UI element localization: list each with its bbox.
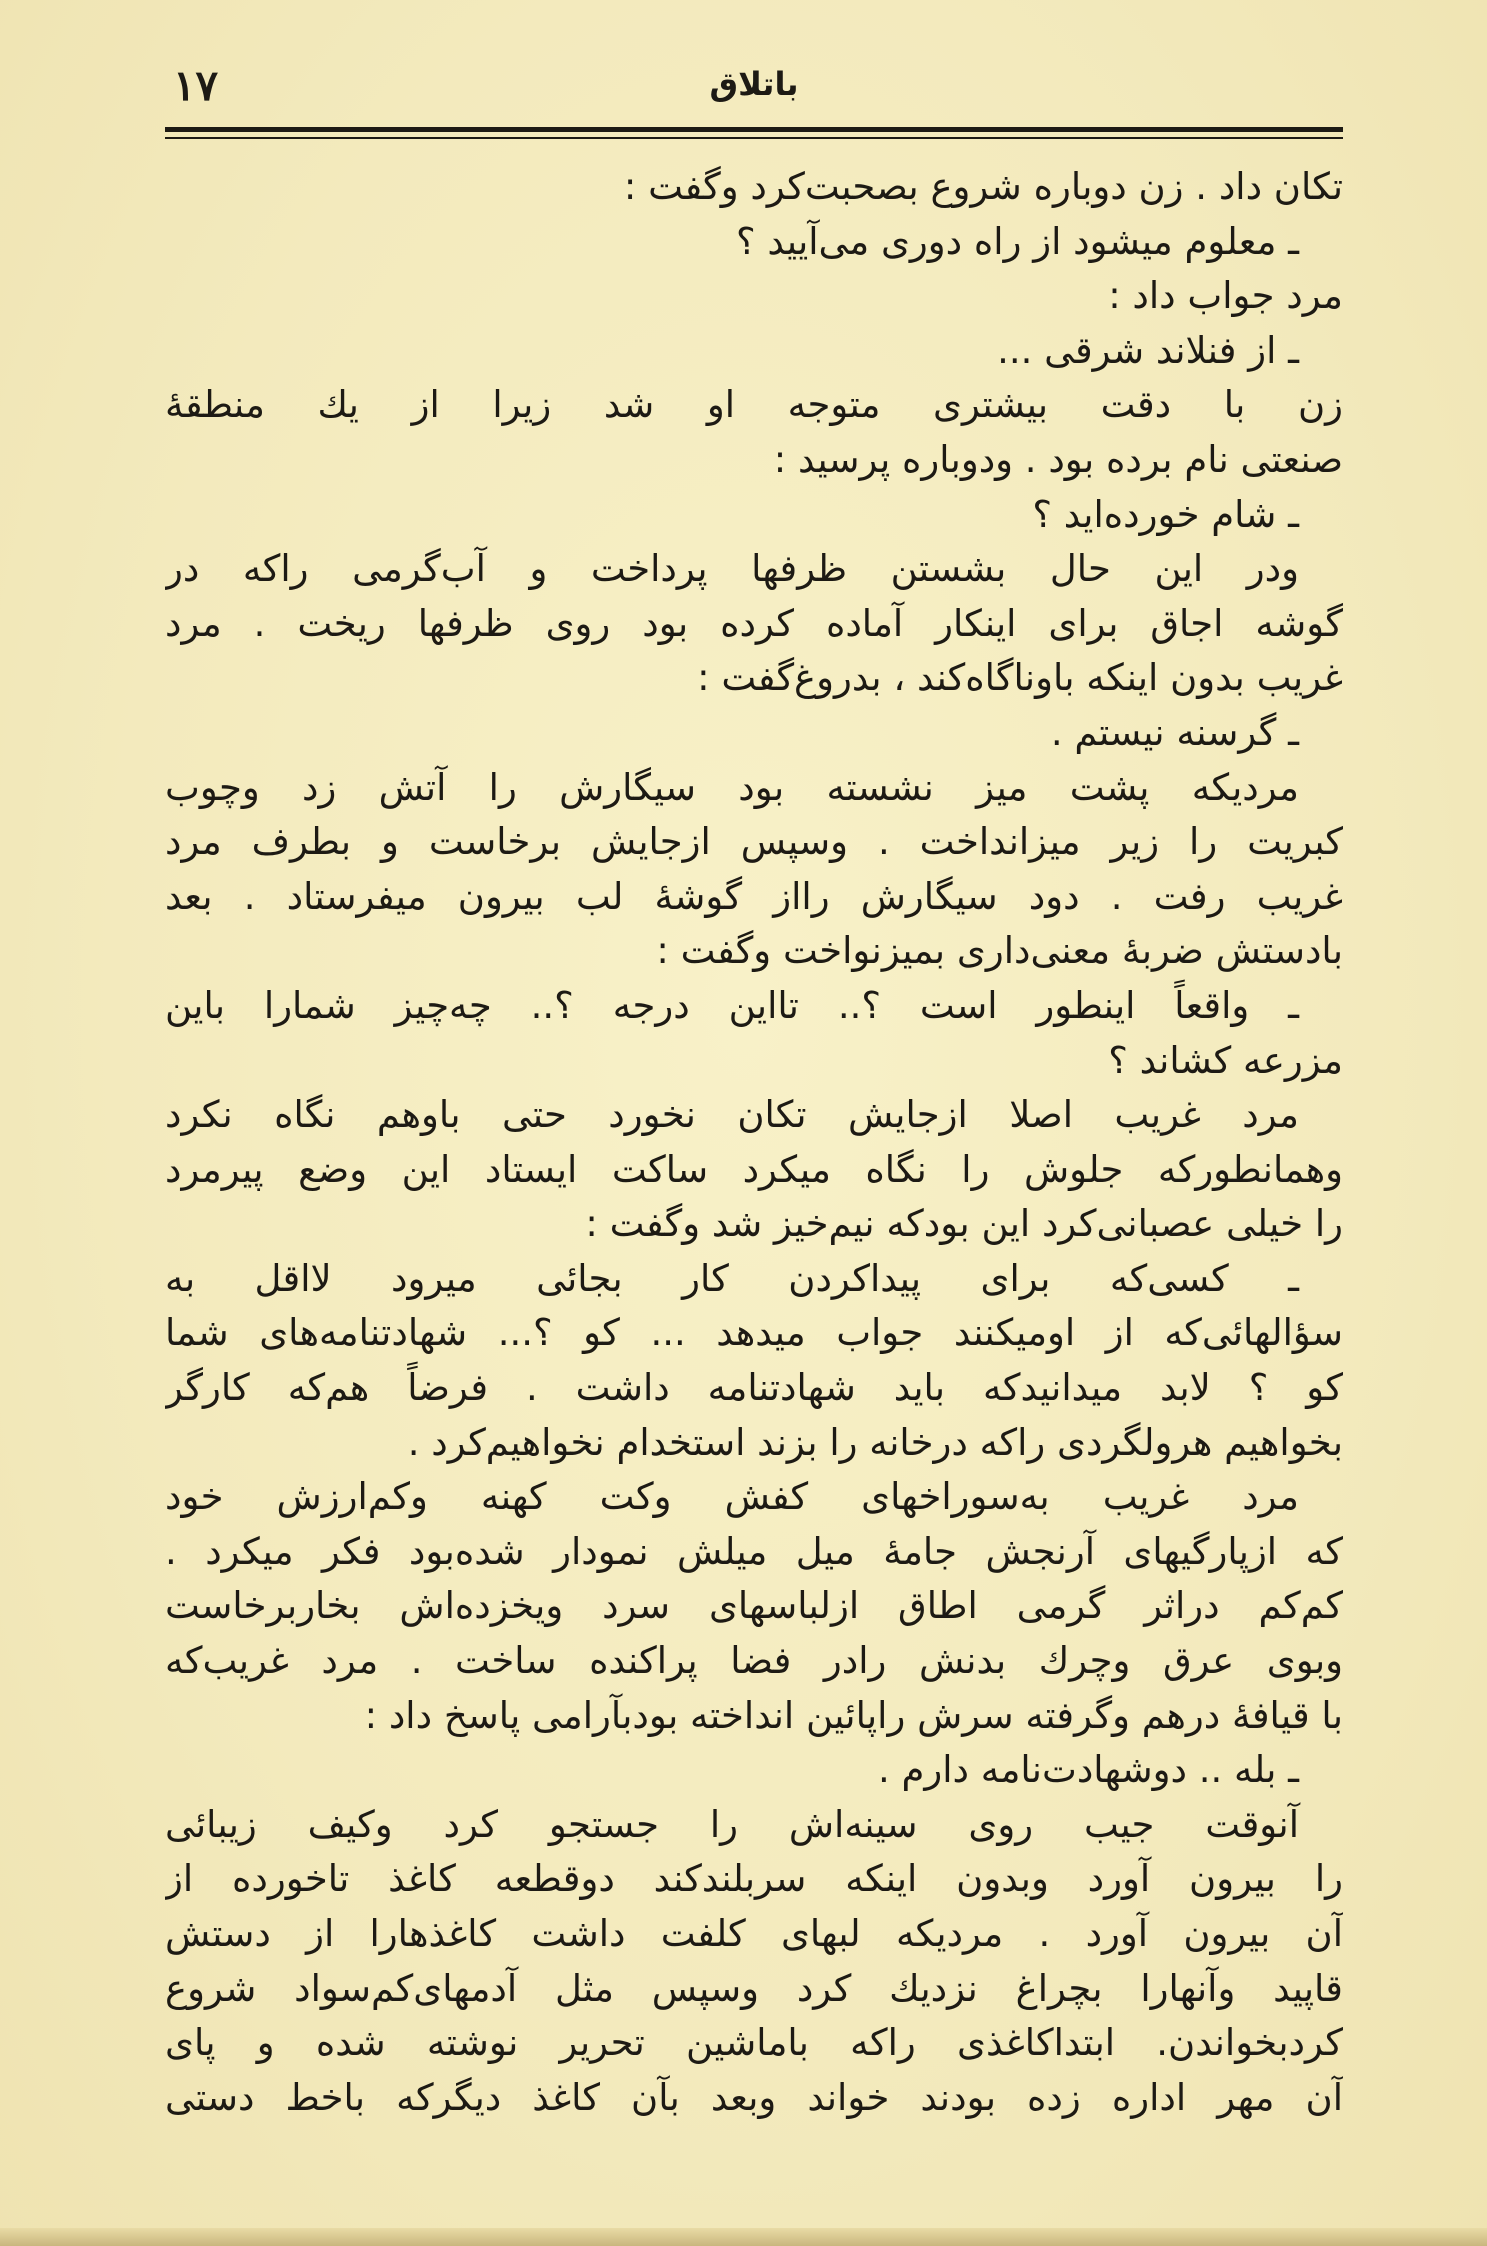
- text-line: که ازپارگیهای آرنجش جامهٔ میل میلش نمودار شده‌بود فکر میکرد .: [165, 1529, 1343, 1573]
- text-line: مرد جواب داد :: [1108, 274, 1343, 318]
- text-line: بادستش ضربهٔ معنی‌داری بمیزنواخت وگفت :: [656, 929, 1343, 973]
- text-line: مردیکه پشت میز نشسته بود سیگارش را آتش زد وچوب: [165, 765, 1299, 809]
- header-rule-thin: [165, 137, 1343, 139]
- text-line: مزرعه کشاند ؟: [1108, 1038, 1343, 1082]
- text-line: زن با دقت بیشتری متوجه او شد زیرا از یك منطقهٔ: [165, 383, 1343, 427]
- text-line: را بیرون آورد وبدون اینکه سربلندکند دوقطعه کاغذ تاخورده از: [165, 1857, 1343, 1901]
- text-line: بخواهیم هرولگردی راکه درخانه را بزند استخدام نخواهیم‌کرد .: [407, 1420, 1343, 1464]
- text-line: ودر این حال بشستن ظرفها پرداخت و آب‌گرمی راکه در: [165, 547, 1299, 591]
- text-line: وبوی عرق وچرك بدنش رادر فضا پراکنده ساخت . مرد غریب‌که: [165, 1639, 1343, 1683]
- text-line: ـ شام خورده‌اید ؟: [1032, 492, 1299, 536]
- page-bottom-edge: [0, 2228, 1487, 2246]
- text-line: صنعتی نام برده بود . ودوباره پرسید :: [773, 437, 1343, 481]
- text-line: تکان داد . زن دوباره شروع بصحبت‌کرد وگفت :: [623, 165, 1343, 208]
- text-line: مرد غریب به‌سوراخهای کفش وکت کهنه وکم‌ارزش خود: [165, 1475, 1299, 1519]
- text-line: را خیلی عصبانی‌کرد این بودکه نیم‌خیز شد وگفت :: [585, 1202, 1343, 1246]
- running-title: باتلاق: [709, 65, 799, 103]
- page-header: [165, 55, 1343, 115]
- text-line: ـ کسی‌که برای پیداکردن کار بجائی میرود لااقل به: [165, 1256, 1299, 1300]
- page-number: ۱۷: [173, 61, 219, 110]
- text-line: گوشه اجاق برای اینکار آماده کرده بود روی ظرفها ریخت . مرد: [165, 601, 1343, 645]
- text-line: مرد غریب اصلا ازجایش تکان نخورد حتی باوهم نگاه نکرد: [165, 1093, 1299, 1137]
- text-line: وهمانطورکه جلوش را نگاه میکرد ساکت ایستاد این وضع پیرمرد: [165, 1147, 1343, 1191]
- header-rule-thick: [165, 127, 1343, 132]
- text-line: با قیافهٔ درهم وگرفته سرش راپائین انداخته بودبآرامی پاسخ داد :: [364, 1693, 1343, 1737]
- text-line: ـ واقعاً اینطور است ؟.. تااین درجه ؟.. چه‌چیز شمارا باین: [165, 983, 1299, 1027]
- text-line: غریب رفت . دود سیگارش رااز گوشهٔ لب بیرون میفرستاد . بعد: [165, 874, 1343, 918]
- text-line: آنوقت جیب روی سینه‌اش را جستجو کرد وکیف زیبائی: [165, 1802, 1299, 1846]
- text-line: آن بیرون آورد . مردیکه لبهای کلفت داشت کاغذهارا از دستش: [165, 1912, 1343, 1955]
- text-line: قاپید وآنهارا بچراغ نزدیك کرد وسپس مثل آدمهای‌کم‌سواد شروع: [165, 1966, 1343, 2010]
- text-line: ـ گرسنه نیستم .: [1050, 710, 1299, 754]
- text-line: کم‌کم دراثر گرمی اطاق ازلباسهای سرد ویخزده‌اش بخاربرخاست: [165, 1584, 1343, 1628]
- text-line: کو ؟ لابد میدانیدکه باید شهادتنامه داشت . فرضاً هم‌که کارگر: [165, 1366, 1343, 1410]
- text-line: سؤالهائی‌که از اومیکنند جواب میدهد ... کو ؟... شهادتنامه‌های شما: [165, 1311, 1343, 1355]
- text-line: آن مهر اداره زده بودند خواند وبعد بآن کاغذ دیگرکه باخط دستی: [165, 2075, 1343, 2119]
- text-line: غریب بدون اینکه باوناگاه‌کند ، بدروغ‌گفت :: [697, 656, 1343, 700]
- text-line: ـ بله .. دوشهادت‌نامه دارم .: [877, 1748, 1299, 1792]
- text-line: ـ از فنلاند شرقی ...: [997, 328, 1299, 372]
- body-text: [165, 160, 1343, 2125]
- text-line: کردبخواندن. ابتداکاغذی راکه باماشین تحریر نوشته شده و پای: [165, 2021, 1343, 2065]
- text-line: ـ معلوم میشود از راه دوری می‌آیید ؟: [735, 219, 1299, 263]
- text-line: کبریت را زیر میزانداخت . وسپس ازجایش برخاست و بطرف مرد: [165, 820, 1343, 864]
